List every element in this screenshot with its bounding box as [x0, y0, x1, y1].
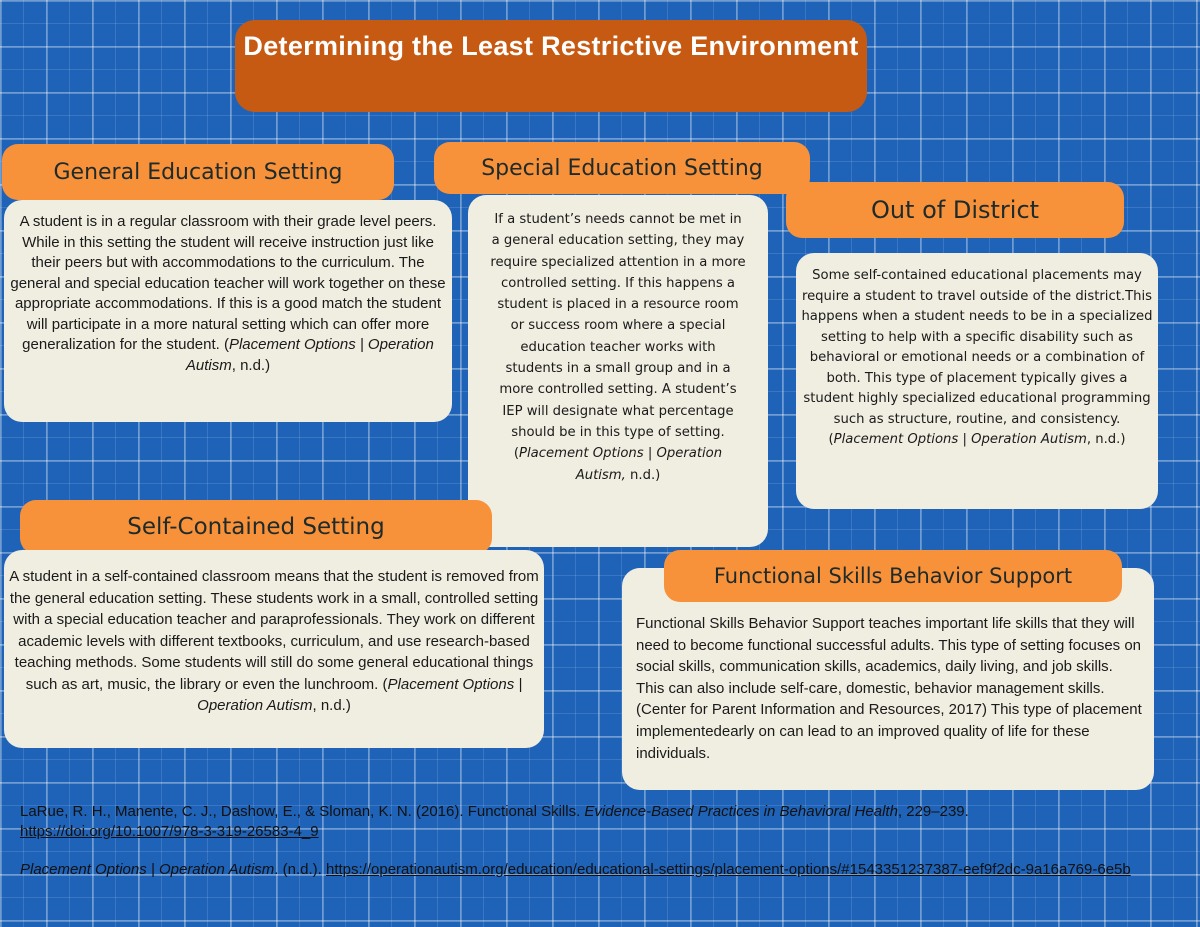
out-of-district-heading: Out of District — [786, 182, 1124, 238]
reference-1-link[interactable]: https://doi.org/10.1007/978-3-319-26583-4_9 — [20, 823, 319, 840]
references — [20, 802, 1185, 898]
reference-2-link[interactable]: https://operationautism.org/education/educational-settings/placement-options/#1543351237387-eef9f2dc-9a16a769-6e5b — [325, 861, 1131, 878]
special-education-card — [468, 195, 768, 547]
reference-2: Placement Options | Operation Autism. (n.d.). https://operationautism.org/education/educational-settings/placement-options/#1543351237387-eef9f2dc-9a16a769-6e5b — [20, 861, 1131, 878]
special-education-citation: Placement Options | Operation Autism, — [519, 446, 723, 483]
general-education-citation: Placement Options | Operation Autism — [185, 336, 434, 374]
general-education-card — [4, 200, 452, 422]
special-education-heading: Special Education Setting — [434, 142, 810, 194]
out-of-district-citation-end: , n.d.) — [1086, 432, 1126, 447]
self-contained-card — [4, 550, 544, 748]
reference-1: LaRue, R. H., Manente, C. J., Dashow, E., & Sloman, K. N. (2016). Functional Skills. Evidence-Based Practices in Behavioral Health, 229–239. https://doi.org/10.1007/978-3-319-26583-4_9 — [20, 803, 969, 840]
special-education-citation-end: n.d.) — [625, 467, 661, 483]
self-contained-body: A student in a self-contained classroom means that the student is removed from the general education setting. These students work in a small, controlled setting with a special education teacher and paraprofessionals. They work on different academic levels with different textbooks, curriculum, and use research-based teaching methods. Some students will still do some general educational things such as art, music, the library or even the lunchroom. ( — [9, 568, 539, 693]
functional-skills-body: Functional Skills Behavior Support teaches important life skills that they will need to become functional successful adults. This type of setting focuses on social skills, communication skills, academics, daily living, and job skills. This can also include self-care, domestic, behavior management skills. (Center for Parent Information and Resources, 2017) This type of placement implementedearly on can lead to an improved quality of life for these individuals. — [636, 615, 1142, 762]
general-education-body: A student is in a regular classroom with their grade level peers. While in this setting the student will receive instruction just like their peers but with accommodations to the curriculum. The general and special education teacher will work together on these appropriate accommodations. If this is a good match the student will participate in a more natural setting which can offer more generalization for the student. ( — [10, 213, 446, 353]
page-title: Determining the Least Restrictive Environment — [235, 20, 867, 112]
self-contained-heading: Self-Contained Setting — [20, 500, 492, 554]
general-education-citation-end: , n.d.) — [231, 356, 271, 374]
functional-skills-heading: Functional Skills Behavior Support — [664, 550, 1122, 602]
self-contained-citation-end: , n.d.) — [312, 697, 351, 714]
out-of-district-card — [796, 253, 1158, 509]
out-of-district-body: Some self-contained educational placements may require a student to travel outside of the district.This happens when a student needs to be in a specialized setting to help with a specific disability such as behavioral or emotional needs or a combination of both. This type of placement typically gives a student highly specialized educational programming such as structure, routine, and consistency. ( — [801, 268, 1153, 447]
general-education-heading: General Education Setting — [2, 144, 394, 200]
special-education-body: If a student’s needs cannot be met in a general education setting, they may require specialized attention in a more controlled setting. If this happens a student is placed in a resource room or success room where a special education teacher works with students in a small group and in a more controlled setting. A student’s IEP will designate what percentage should be in this type of setting. ( — [490, 212, 746, 462]
out-of-district-citation: Placement Options | Operation Autism — [833, 432, 1087, 447]
self-contained-citation: Placement Options | Operation Autism — [197, 675, 523, 714]
